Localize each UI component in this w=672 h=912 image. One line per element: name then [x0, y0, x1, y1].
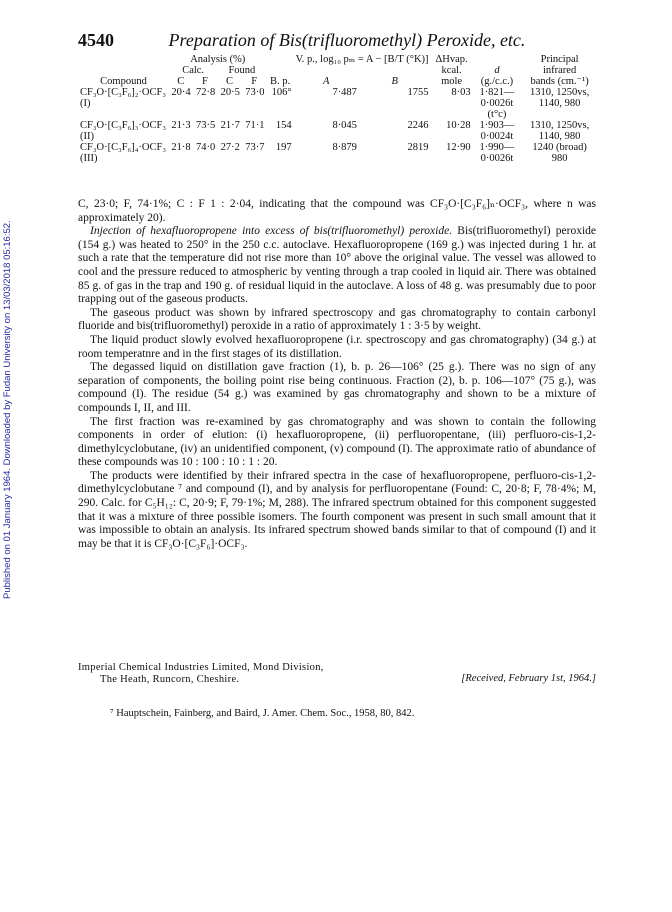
- vapour-pressure-header: V. p., log₁₀ pₘ = A − [B/T (°K)]: [295, 54, 429, 65]
- column-header: F: [251, 76, 258, 87]
- column-header: bands (cm.⁻¹): [530, 76, 589, 87]
- ir-bands: 1240 (broad): [532, 142, 587, 153]
- table-header-row-3: [78, 76, 598, 87]
- compound-formula: CF₃O·[C₃F₆]₂·OCF₃: [80, 87, 166, 98]
- found-c: 20·5: [220, 87, 240, 98]
- column-header: mole: [441, 76, 463, 87]
- constant-b: 1755: [407, 87, 429, 98]
- article-body: [78, 198, 596, 551]
- calc-c: 20·4: [171, 87, 191, 98]
- received-date: [Received, February 1st, 1964.]: [461, 673, 596, 684]
- compound-formula: CF₃O·[C₃F₆]₃·OCF₃: [80, 120, 166, 131]
- density-header: d: [494, 65, 500, 76]
- table-row: [78, 120, 598, 142]
- constant-a: 8·045: [332, 120, 357, 131]
- affiliation-line: Imperial Chemical Industries Limited, Mond Division,: [78, 662, 324, 673]
- kcal-header: kcal.: [441, 65, 462, 76]
- section-lead-in: Injection of hexafluoropropene into excess of bis(trifluoromethyl) peroxide.: [90, 225, 453, 238]
- found-f: 73·7: [245, 142, 265, 153]
- paragraph: The degassed liquid on distillation gave fraction (1), b. p. 26—106° (25 g.). There was no sign of any separation of components, the boiling point rise being continuous. Fraction (2), b. p. 106—107° (75 g.), was compound (I). The residue (54 g.) was examined by gas chromatography and shown to be a mixture of compounds I, II, and III.: [78, 361, 596, 414]
- download-watermark: Published on 01 January 1964. Downloaded by Fudan University on 13/03/2018 05:16:52.: [2, 220, 13, 600]
- running-title: Preparation of Bis(trifluoromethyl) Peroxide, etc.: [168, 30, 526, 50]
- compound-label: (I): [80, 98, 91, 109]
- boiling-point: 106°: [271, 87, 292, 98]
- principal-header: Principal: [540, 54, 579, 65]
- ir-bands-cont: 1140, 980: [538, 98, 581, 109]
- table-header-row-1: [78, 54, 598, 65]
- paragraph: The liquid product slowly evolved hexafluoropropene (i.r. spectroscopy and gas chromatography) (34 g.) at room temperatnre and in the first stages of its distillation.: [78, 333, 596, 360]
- paragraph: C, 23·0; F, 74·1%; C : F 1 : 2·04, indicating that the compound was CF₃O·[C₃F₆]ₙ·OCF₃, where n was approximately 20).: [78, 198, 596, 224]
- paragraph: The first fraction was re-examined by gas chromatography and was shown to contain the following components in order of elution: (i) hexafluoropropene, (ii) perfluoropentane, (iii) perfluoro-cis-1,2-dimethylcyclobutane, (iv) an unidentified component, (v) compound (I). The approximate ratio of abundance of these compounds was 10 : 100 : 10 : 1 : 20.: [78, 415, 596, 469]
- heat-of-vaporisation: 12·90: [446, 142, 471, 153]
- density: 1·821—: [479, 87, 515, 98]
- column-header: F: [202, 76, 208, 87]
- constant-a: 8·879: [332, 142, 357, 153]
- compound-formula: CF₃O·[C₃F₆]₄·OCF₃: [80, 142, 166, 153]
- affiliation-block: [78, 662, 596, 686]
- found-c: 27·2: [220, 142, 240, 153]
- ir-bands: 1310, 1250vs,: [530, 87, 590, 98]
- calc-c: 21·3: [171, 120, 191, 131]
- column-header: A: [323, 76, 330, 87]
- boiling-point: 154: [275, 120, 292, 131]
- density: 1·903—: [479, 120, 515, 131]
- ir-bands-cont: 980: [551, 153, 568, 164]
- table-header-row-2: [78, 65, 598, 76]
- calc-c: 21·8: [171, 142, 191, 153]
- calc-f: 73·5: [196, 120, 216, 131]
- density-coefficient: 0·0024t: [480, 131, 514, 142]
- page-number: 4540: [78, 30, 114, 50]
- found-c: 21·7: [220, 120, 240, 131]
- paragraph-text: Bis(trifluoromethyl) peroxide (154 g.) was heated to 250° in the 250 c.c. autoclave. Hexafluoropropene (169 g.) was injected during 1 hr. at such a rate that the temperature did not rise more than 10° above the original value. The vessel was allowed to cool and the pressure reduced to atmospheric by venting through a trap cooled in liquid air. There was obtained 85 g. of gas in the trap and 190 g. of residual liquid in the autoclave. A loss of 48 g. was presumably due to poor trapping out of the gaseous products.: [78, 225, 597, 306]
- paragraph: [78, 225, 596, 307]
- page-header: [78, 30, 598, 50]
- calc-header: Calc.: [182, 65, 205, 76]
- infrared-header: infrared: [542, 65, 577, 76]
- found-f: 71·1: [245, 120, 265, 131]
- column-header: C: [226, 76, 234, 87]
- constant-b: 2246: [407, 120, 429, 131]
- compound-label: (II): [80, 131, 94, 142]
- column-header: B: [391, 76, 398, 87]
- paragraph: The gaseous product was shown by infrared spectroscopy and gas chromatography to contain carbonyl fluoride and bis(trifluoromethyl) peroxide in a ratio of approximately 1 : 3·5 by weight.: [78, 306, 596, 333]
- compound-label: (III): [80, 153, 98, 164]
- constant-a: 7·487: [332, 87, 357, 98]
- found-header: Found: [228, 65, 256, 76]
- affiliation-line: The Heath, Runcorn, Cheshire.: [100, 674, 240, 685]
- calc-f: 72·8: [196, 87, 216, 98]
- density-coefficient: 0·0026t: [480, 98, 514, 109]
- compound-data-table: [78, 54, 598, 164]
- heat-of-vaporisation: 8·03: [451, 87, 471, 98]
- heat-vap-header: ΔHvap.: [435, 54, 468, 65]
- table-row: [78, 87, 598, 120]
- calc-f: 74·0: [196, 142, 216, 153]
- ir-bands: 1310, 1250vs,: [530, 120, 590, 131]
- density-coefficient: 0·0026t: [480, 153, 514, 164]
- ir-bands-cont: 1140, 980: [538, 131, 581, 142]
- column-header: Compound: [100, 76, 147, 87]
- column-header: B. p.: [269, 76, 291, 87]
- paragraph: The products were identified by their infrared spectra in the case of hexafluoropropene, perfluoro-cis-1,2-dimethylcyclobutane ⁷ and compound (I), and by analysis for perfluoropentane (Found: C, 20·8; F, 78·4%; M, 290. Calc. for C₅H₁₂: C, 20·9; F, 79·1%; M, 288). The infrared spectrum obtained for this component suggested that it was a mixture of three possible isomers. The fourth component was present in such small amount that it was impossible to obtain an analysis. Its infrared spectrum showed bands similar to that of compound (I) and it may be that it is CF₃O·[C₃F₆]·OCF₃.: [78, 469, 596, 550]
- column-header: (g./c.c.): [480, 76, 514, 87]
- heat-of-vaporisation: 10·28: [446, 120, 471, 131]
- boiling-point: 197: [275, 142, 292, 153]
- column-header: C: [177, 76, 185, 87]
- analysis-header: Analysis (%): [190, 54, 246, 65]
- table-row: [78, 142, 598, 164]
- density: 1·990—: [479, 142, 515, 153]
- footnote: ⁷ Hauptschein, Fainberg, and Baird, J. Amer. Chem. Soc., 1958, 80, 842.: [110, 708, 415, 719]
- density-unit-note: (t°c): [487, 109, 507, 120]
- constant-b: 2819: [407, 142, 429, 153]
- found-f: 73·0: [245, 87, 265, 98]
